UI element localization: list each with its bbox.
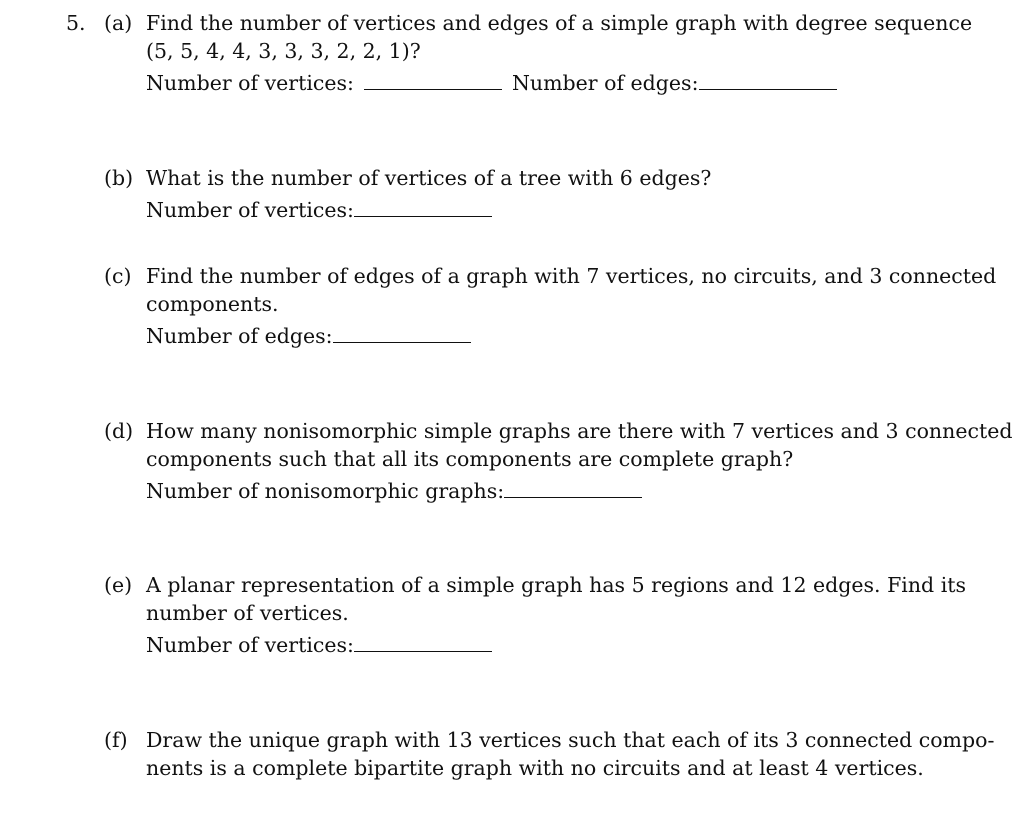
part-c: [104, 262, 997, 350]
part-a: [104, 9, 973, 97]
question-text-line: Find the number of edges of a graph with 7 vertices, no circuits, and 3 connected: [146, 264, 997, 288]
answer-label-vertices: Number of vertices:: [146, 71, 354, 95]
answer-blank-vertices[interactable]: [364, 69, 502, 90]
question-text-line: What is the number of vertices of a tree with 6 edges?: [146, 166, 712, 190]
question-text-line: number of vertices.: [146, 601, 349, 625]
part-label: (c): [104, 264, 132, 288]
answer-blank-edges[interactable]: [333, 322, 471, 343]
question-text-line: Find the number of vertices and edges of a simple graph with degree sequence: [146, 11, 973, 35]
question-number: 5.: [66, 11, 86, 35]
answer-blank-edges[interactable]: [699, 69, 837, 90]
answer-label-graphs: Number of nonisomorphic graphs:: [146, 479, 505, 503]
answer-blank-vertices[interactable]: [354, 631, 492, 652]
part-label: (d): [104, 419, 134, 443]
question-text-line: components such that all its components are complete graph?: [146, 447, 794, 471]
question-text-line: A planar representation of a simple graph has 5 regions and 12 edges. Find its: [146, 573, 967, 597]
answer-row: [146, 631, 954, 659]
answer-label-edges: Number of edges:: [146, 324, 333, 348]
part-f: [104, 726, 995, 782]
part-label: (e): [104, 573, 133, 597]
part-label: (b): [104, 166, 134, 190]
answer-blank-graphs[interactable]: [504, 477, 642, 498]
part-b: [104, 164, 954, 224]
answer-label-vertices: Number of vertices:: [146, 633, 354, 657]
degree-sequence: (5, 5, 4, 4, 3, 3, 3, 2, 2, 1)?: [146, 39, 421, 63]
question-text-line: Draw the unique graph with 13 vertices such that each of its 3 connected compo-: [146, 728, 995, 752]
part-d: [104, 417, 1013, 505]
part-label: (a): [104, 11, 133, 35]
answer-row: [146, 69, 954, 97]
answer-blank-vertices[interactable]: [354, 196, 492, 217]
answer-row: [146, 196, 954, 224]
answer-label-edges: Number of edges:: [511, 71, 699, 95]
question-text-line: components.: [146, 292, 279, 316]
answer-label-vertices: Number of vertices:: [146, 198, 354, 222]
answer-row: [146, 322, 954, 350]
part-label: (f): [104, 728, 128, 752]
part-e: [104, 571, 967, 659]
question-text-line: nents is a complete bipartite graph with no circuits and at least 4 vertices.: [146, 756, 924, 780]
question-text-line: How many nonisomorphic simple graphs are there with 7 vertices and 3 connected: [146, 419, 1013, 443]
answer-row: [146, 477, 954, 505]
